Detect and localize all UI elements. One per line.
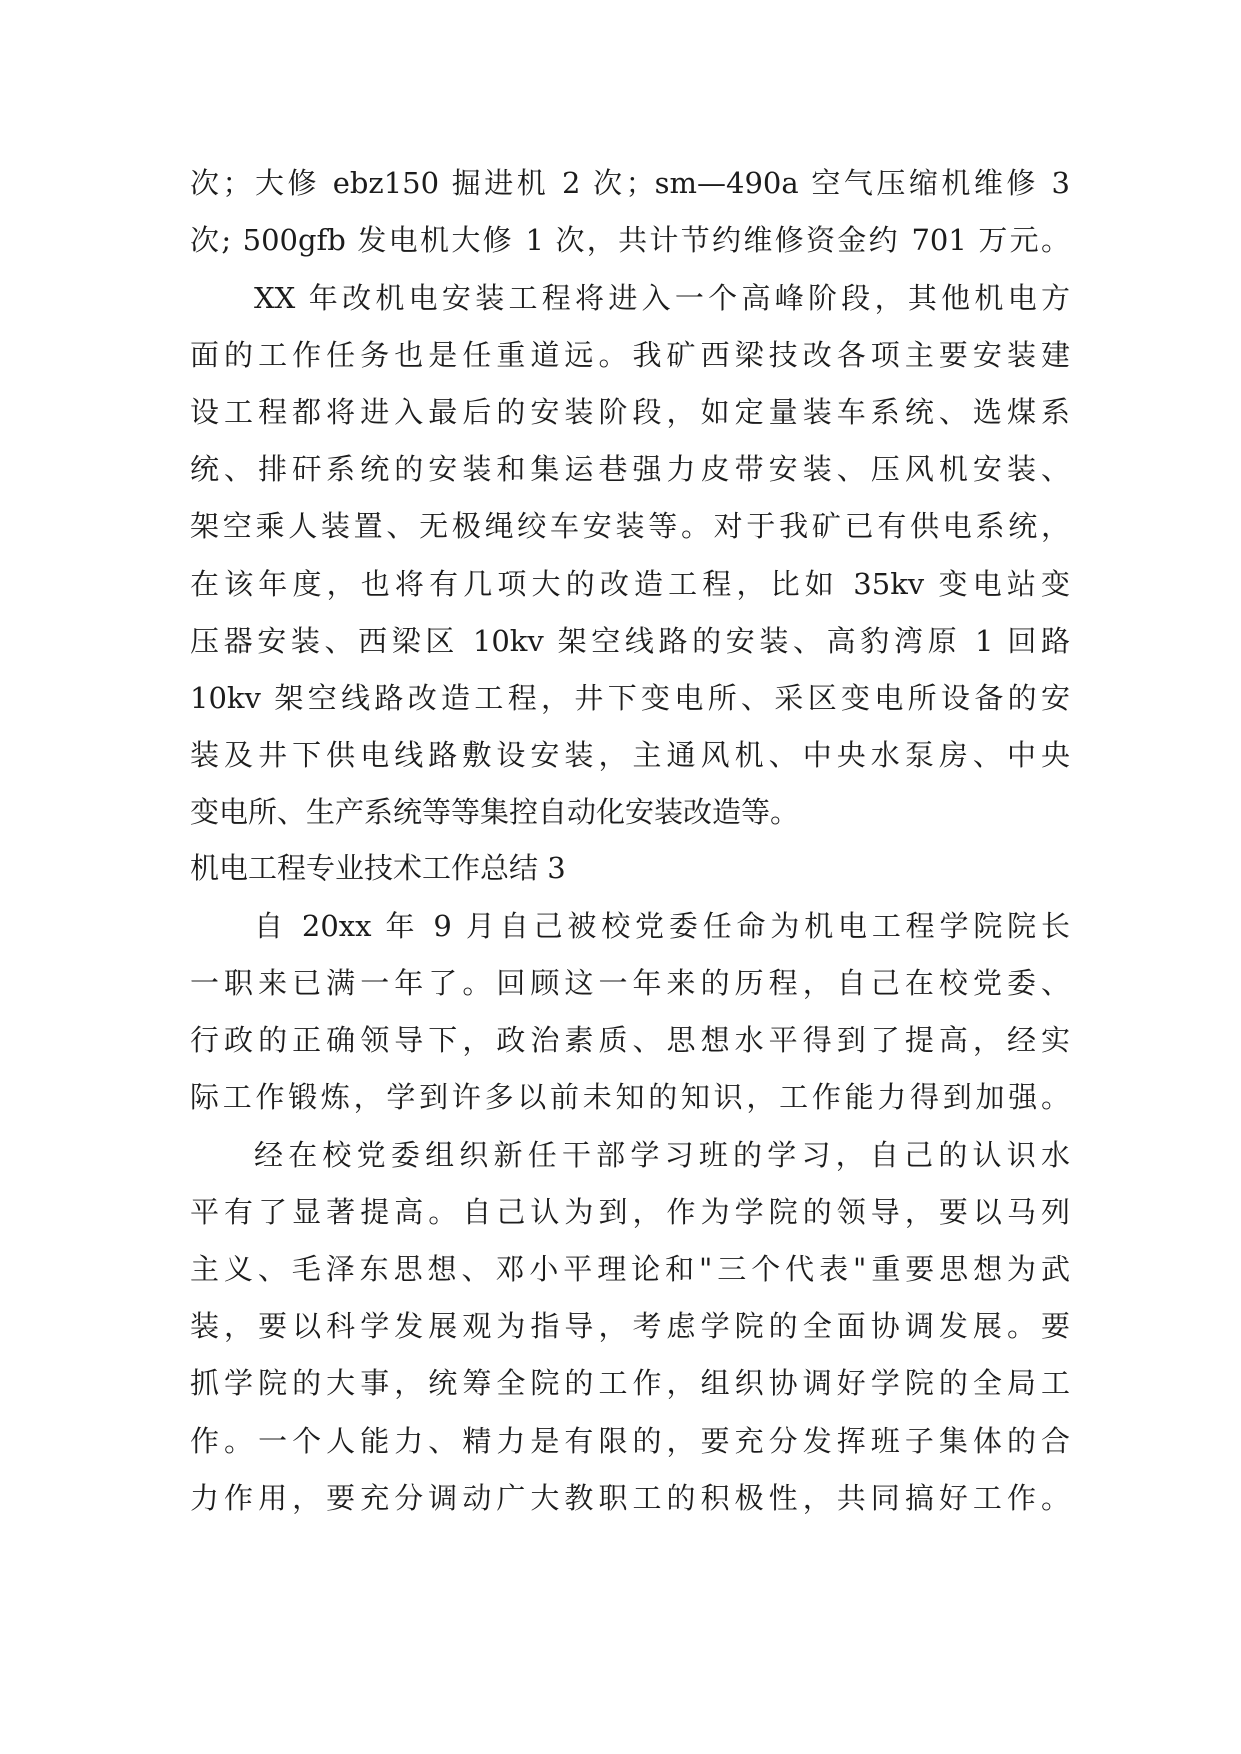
- text-line: 变电所、生产系统等等集控自动化安装改造等。: [190, 795, 800, 829]
- text-line: 力作用，要充分调动广大教职工的积极性，共同搞好工作。: [190, 1481, 1070, 1515]
- text-line: 架空乘人装置、无极绳绞车安装等。对于我矿已有供电系统，: [190, 509, 1070, 543]
- text-line: 统、排矸系统的安装和集运巷强力皮带安装、压风机安装、: [190, 452, 1070, 486]
- text-line: 压器安装、西梁区 10kv 架空线路的安装、高豹湾原 1 回路: [190, 624, 1070, 658]
- text-line: 平有了显著提高。自己认为到，作为学院的领导，要以马列: [190, 1195, 1070, 1229]
- paragraph-first-line: 经在校党委组织新任干部学习班的学习，自己的认识水: [254, 1138, 1070, 1172]
- paragraph-first-line: 自 20xx 年 9 月自己被校党委任命为机电工程学院院长: [254, 909, 1070, 943]
- text-line: 装及井下供电线路敷设安装，主通风机、中央水泵房、中央: [190, 738, 1070, 772]
- text-line: 面的工作任务也是任重道远。我矿西梁技改各项主要安装建: [190, 338, 1070, 372]
- text-line: 抓学院的大事，统筹全院的工作，组织协调好学院的全局工: [190, 1366, 1070, 1400]
- text-line: 装，要以科学发展观为指导，考虑学院的全面协调发展。要: [190, 1309, 1070, 1343]
- paragraph-first-line: XX 年改机电安装工程将进入一个高峰阶段，其他机电方: [254, 281, 1070, 315]
- text-line: 作。一个人能力、精力是有限的，要充分发挥班子集体的合: [190, 1424, 1070, 1458]
- text-line: 行政的正确领导下，政治素质、思想水平得到了提高，经实: [190, 1023, 1070, 1057]
- section-heading: 机电工程专业技术工作总结 3: [190, 851, 566, 885]
- text-line: 次; 500gfb 发电机大修 1 次，共计节约维修资金约 701 万元。: [190, 223, 1070, 257]
- text-line: 际工作锻炼，学到许多以前未知的知识，工作能力得到加强。: [190, 1080, 1070, 1114]
- text-line: 主义、毛泽东思想、邓小平理论和"三个代表"重要思想为武: [190, 1252, 1070, 1286]
- text-line: 在该年度，也将有几项大的改造工程，比如 35kv 变电站变: [190, 567, 1070, 601]
- text-line: 一职来已满一年了。回顾这一年来的历程，自己在校党委、: [190, 966, 1070, 1000]
- text-line: 10kv 架空线路改造工程，井下变电所、采区变电所设备的安: [190, 681, 1070, 715]
- text-line: 设工程都将进入最后的安装阶段，如定量装车系统、选煤系: [190, 395, 1070, 429]
- text-line: 次；大修 ebz150 掘进机 2 次；sm—490a 空气压缩机维修 3: [190, 166, 1070, 200]
